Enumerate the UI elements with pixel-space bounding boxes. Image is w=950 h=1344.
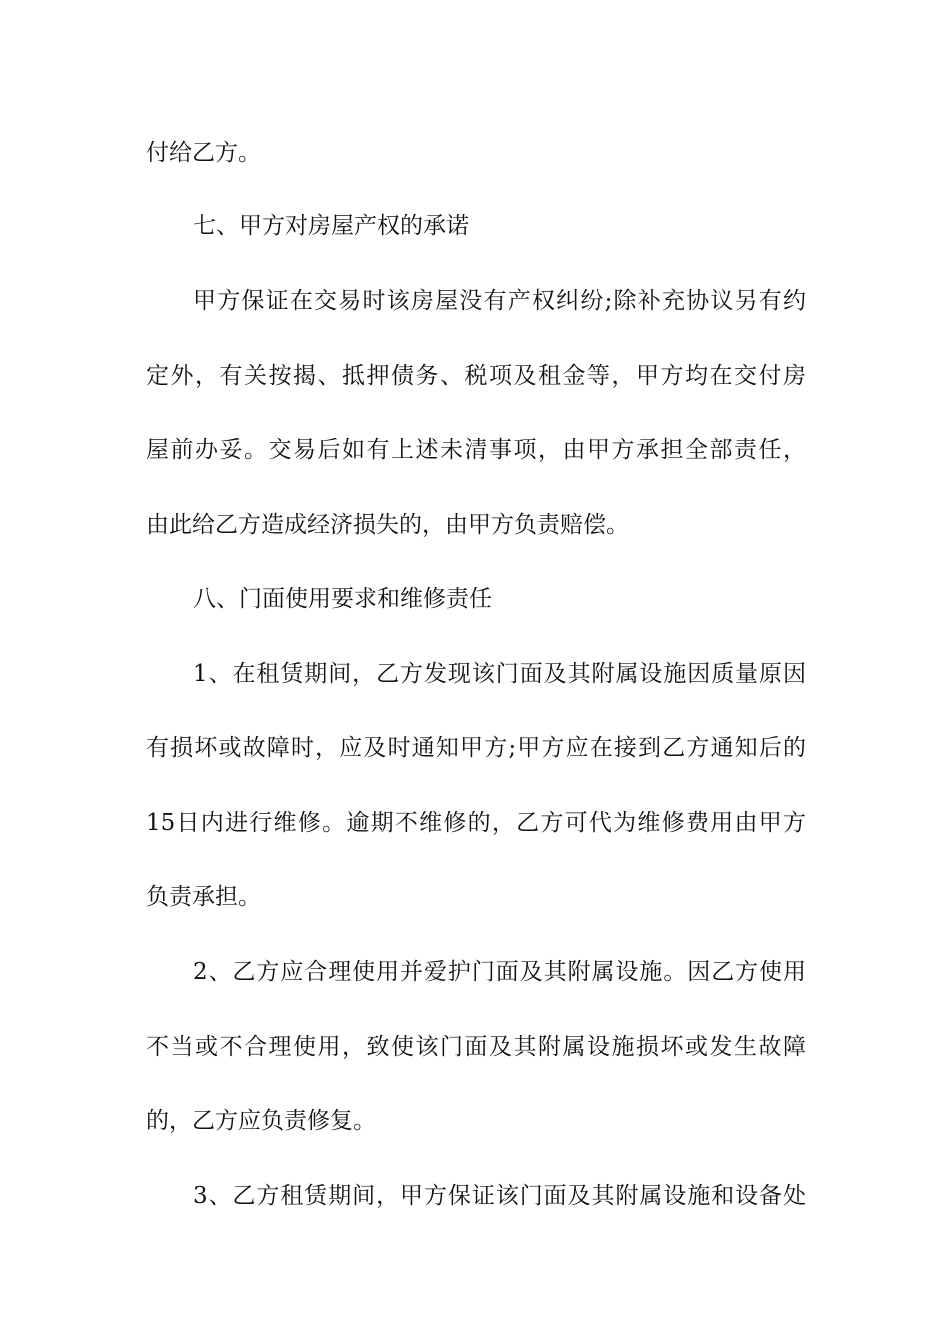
- paragraph-line: 由此给乙方造成经济损失的，由甲方负责赔偿。: [146, 512, 629, 538]
- paragraph-line: 1、在租赁期间，乙方发现该门面及其附属设施因质量原因: [193, 661, 806, 687]
- paragraph-line: 甲方保证在交易时该房屋没有产权纠纷;除补充协议另有约: [193, 288, 806, 314]
- section-heading-seven: 七、甲方对房屋产权的承诺: [193, 213, 469, 239]
- paragraph-line: 有损坏或故障时，应及时通知甲方;甲方应在接到乙方通知后的: [146, 735, 806, 761]
- paragraph-line: 的，乙方应负责修复。: [146, 1108, 376, 1134]
- paragraph-line: 3、乙方租赁期间，甲方保证该门面及其附属设施和设备处: [193, 1183, 806, 1209]
- paragraph-line: 15日内进行维修。逾期不维修的，乙方可代为维修费用由甲方: [146, 810, 806, 836]
- paragraph-line: 不当或不合理使用，致使该门面及其附属设施损坏或发生故障: [146, 1034, 806, 1060]
- section-heading-eight: 八、门面使用要求和维修责任: [193, 586, 492, 612]
- paragraph-line: 屋前办妥。交易后如有上述未清事项，由甲方承担全部责任，: [146, 437, 806, 463]
- paragraph-line: 2、乙方应合理使用并爱护门面及其附属设施。因乙方使用: [193, 959, 806, 985]
- paragraph-line: 定外，有关按揭、抵押债务、税项及租金等，甲方均在交付房: [146, 363, 806, 389]
- paragraph-line: 负责承担。: [146, 884, 261, 910]
- paragraph-line: 付给乙方。: [146, 140, 261, 166]
